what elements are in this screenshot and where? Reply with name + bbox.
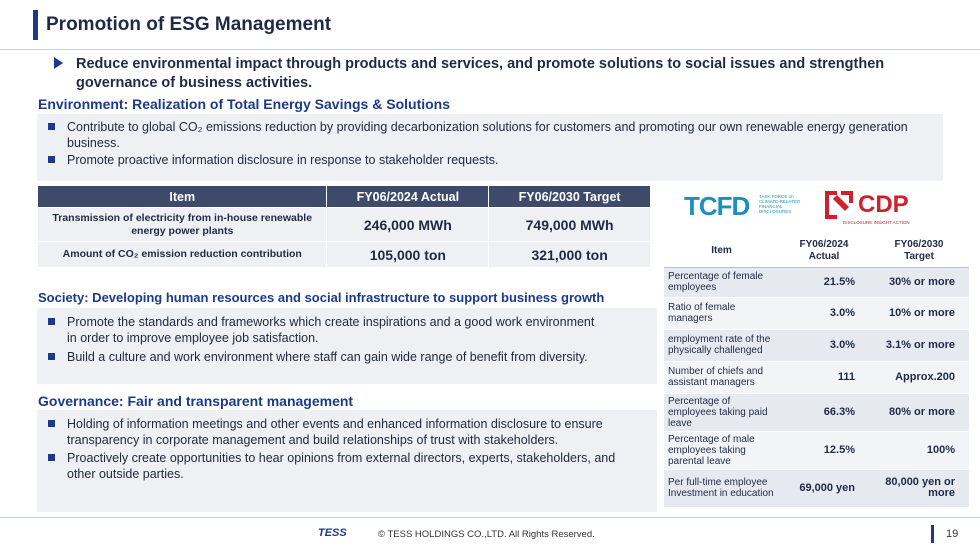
table-row [664,297,969,329]
environment-bullets [45,119,935,168]
table-cell-actual: 111 [779,361,869,393]
table-cell-target: 3.1% or more [869,329,969,361]
tess-logo-text: TESS [318,527,347,539]
list-item: Proactively create opportunities to hear opinions from external directors, experts, stakeholders, and other outside parties. [45,450,625,482]
square-bullet-icon [48,318,55,325]
table-cell-target: Approx.200 [869,361,969,393]
table-cell-item: Percentage of male employees taking parental leave [664,431,779,469]
table-cell-item: Amount of CO₂ emission reduction contribution [38,242,327,268]
environment-table [37,185,651,268]
governance-box [37,410,657,512]
slide-header [0,0,980,50]
table-cell-item: Transmission of electricity from in-house renewable energy power plants [38,208,327,242]
lead-text: Reduce environmental impact through products and services, and promote solutions to social issues and strengthen governance of business activities. [76,56,885,91]
table-row [38,242,651,268]
column-header: FY06/2030 Target [869,235,969,267]
table-row [664,469,969,507]
tcfd-logo-text: TCFD [684,191,750,221]
table-cell-actual: 12.5% [779,431,869,469]
triangle-bullet-icon [54,57,63,69]
table-row [664,431,969,469]
page-number-accent [931,525,934,543]
environment-heading: Environment: Realization of Total Energy Savings & Solutions [38,96,451,112]
tcfd-logo-subtext: TASK FORCE on CLIMATE-RELATED FINANCIAL DISCLOSURES [759,194,801,214]
table-cell-actual: 69,000 yen [779,469,869,507]
square-bullet-icon [48,420,55,427]
table-cell-actual: 105,000 ton [327,242,489,268]
society-box [37,308,657,384]
list-item: Holding of information meetings and other events and enhanced information disclosure to ensure transparency in corporate management and build relationships of trust with stakeholders. [45,416,625,448]
table-cell-target: 749,000 MWh [489,208,651,242]
table-header-row [664,235,969,267]
table-row [664,393,969,431]
table-cell-item: Ratio of female managers [664,297,779,329]
table-cell-target: 80% or more [869,393,969,431]
table-cell-item: employment rate of the physically challenged [664,329,779,361]
table-cell-actual: 21.5% [779,267,869,297]
column-header: FY06/2024 Actual [779,235,869,267]
table-cell-target: 10% or more [869,297,969,329]
table-cell-actual: 3.0% [779,329,869,361]
kpi-table [664,235,969,508]
table-header-row [38,186,651,208]
table-cell-actual: 246,000 MWh [327,208,489,242]
table-cell-item: Percentage of female employees [664,267,779,297]
table-cell-target: 100% [869,431,969,469]
governance-bullets [45,416,625,482]
page-title: Promotion of ESG Management [46,14,332,35]
cdp-mark-icon [823,189,855,221]
table-row [664,361,969,393]
header-divider [0,49,980,50]
cdp-logo-text: CDP [858,191,909,218]
cdp-logo-subtext: DISCLOSURE INSIGHT ACTION [843,220,910,225]
table-cell-item: Per full-time employee Investment in education [664,469,779,507]
copyright-text: © TESS HOLDINGS CO.,LTD. All Rights Reserved. [378,529,595,540]
table-cell-item: Number of chiefs and assistant managers [664,361,779,393]
column-header: Item [664,235,779,267]
square-bullet-icon [48,454,55,461]
column-header: FY06/2024 Actual [327,186,489,208]
table-cell-target: 80,000 yen or more [869,469,969,507]
table-row [38,208,651,242]
society-heading: Society: Developing human resources and social infrastructure to support business growth [38,290,605,305]
tess-logo [318,527,347,539]
title-accent-bar [33,10,38,40]
table-cell-actual: 3.0% [779,297,869,329]
society-bullets [45,314,605,365]
table-row [664,329,969,361]
cdp-logo [823,186,923,228]
square-bullet-icon [48,123,55,130]
table-row [664,267,969,297]
governance-heading: Governance: Fair and transparent management [38,393,354,409]
table-cell-target: 321,000 ton [489,242,651,268]
square-bullet-icon [48,353,55,360]
table-cell-actual: 66.3% [779,393,869,431]
list-item: Promote proactive information disclosure in response to stakeholder requests. [45,152,935,168]
footer-divider [0,517,980,518]
list-item: Build a culture and work environment where staff can gain wide range of benefit from diversity. [45,349,605,365]
environment-box [37,114,943,181]
list-item: Contribute to global CO₂ emissions reduction by providing decarbonization solutions for customers and promoting our own renewable energy generation business. [45,119,935,151]
column-header: FY06/2030 Target [489,186,651,208]
page-number: 19 [946,528,959,540]
square-bullet-icon [48,156,55,163]
lead-statement [48,55,948,93]
table-cell-target: 30% or more [869,267,969,297]
tcfd-logo [684,191,804,221]
table-cell-item: Percentage of employees taking paid leave [664,393,779,431]
list-item: Promote the standards and frameworks which create inspirations and a good work environment in order to improve employee job satisfaction. [45,314,605,346]
column-header: Item [38,186,327,208]
